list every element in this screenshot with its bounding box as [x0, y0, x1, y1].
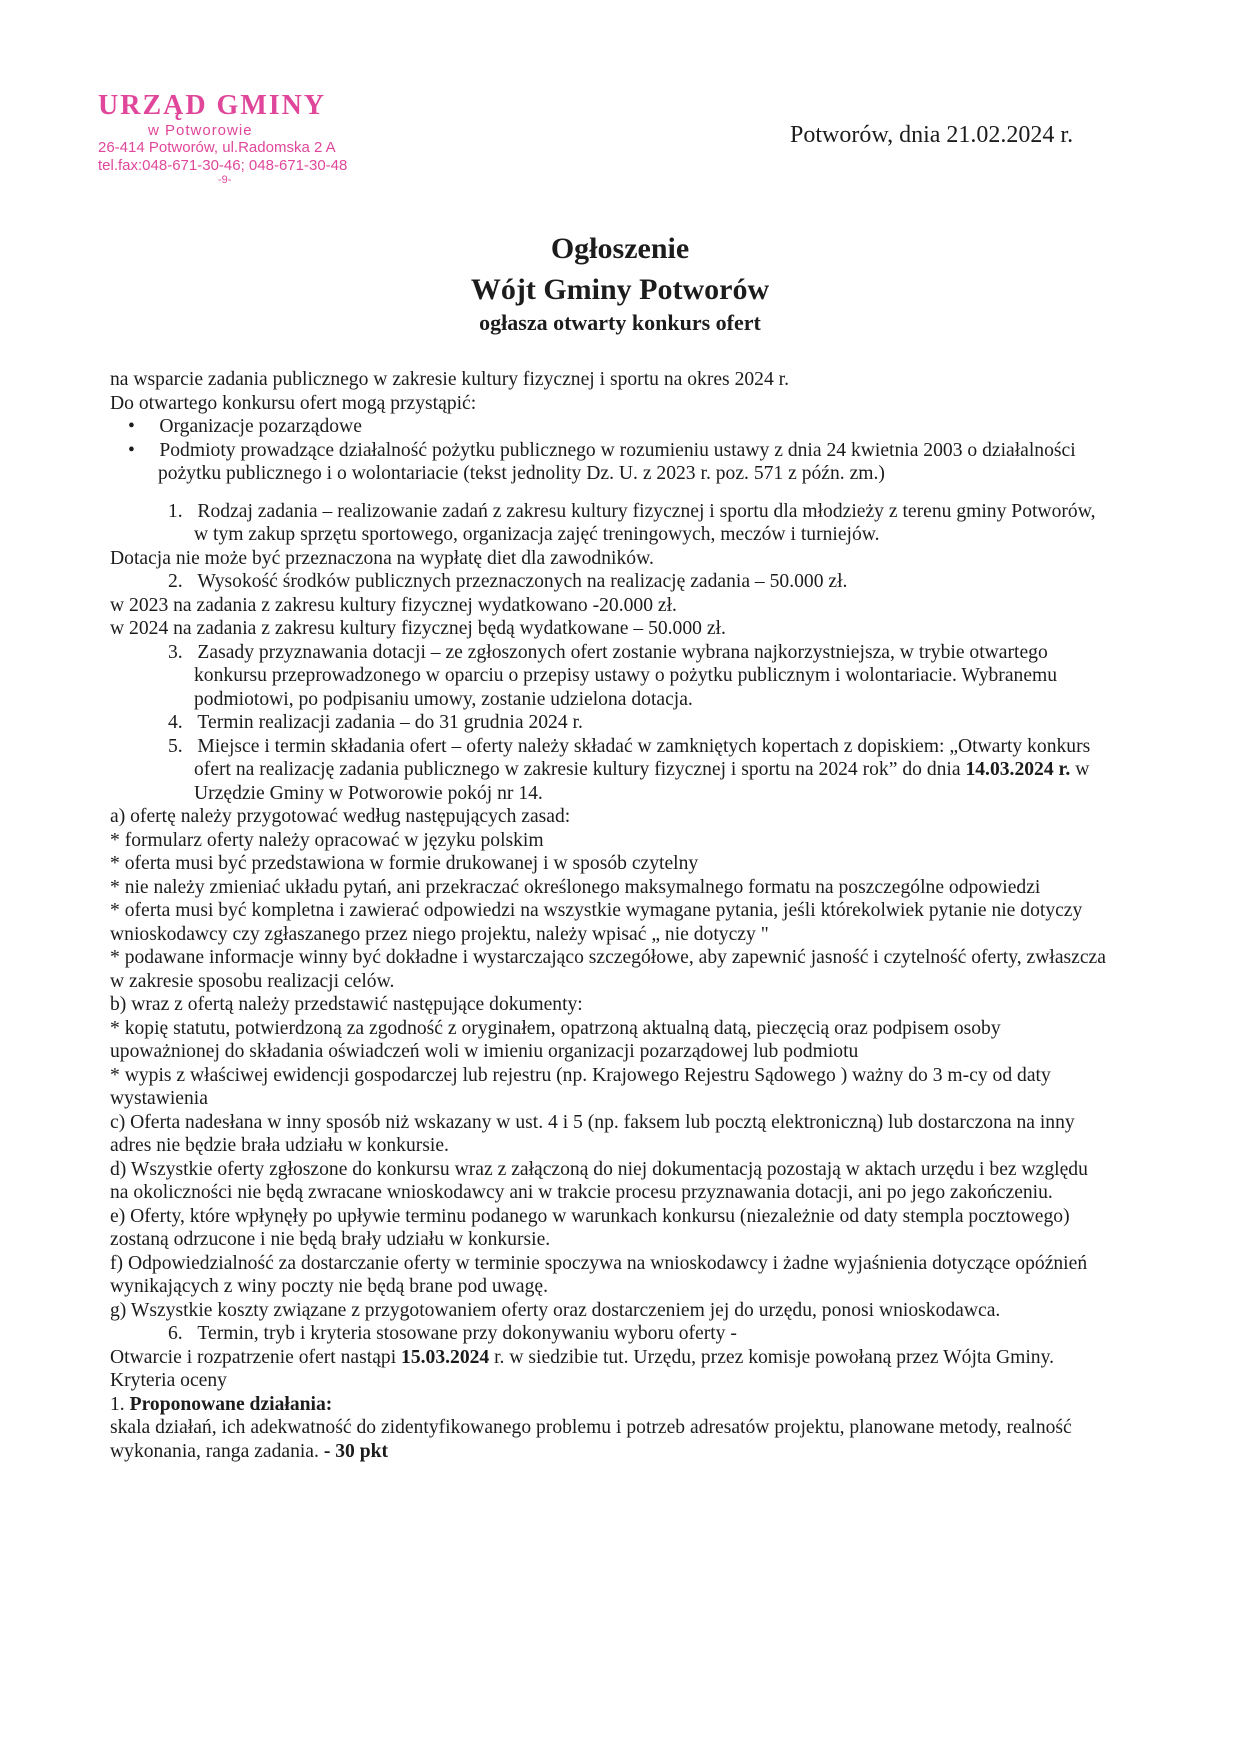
stamp-address: 26-414 Potworów, ul.Radomska 2 A: [98, 139, 336, 157]
section-6-marker: 6.: [168, 1323, 183, 1344]
rules-a-item: * oferta musi być przedstawiona w formie drukowanej i w sposób czytelny: [110, 853, 699, 874]
heading-issuer: Wójt Gminy Potworów: [470, 273, 770, 306]
eligibility-bullet-text: Podmioty prowadzące działalność pożytku publicznego w rozumieniu ustawy z dnia 24 kwietnia 2003 o działalności pożytku publicznego i o wolontariacie (tekst jednolity Dz. U. z 2023 r. poz. 571 z późn. zm.): [158, 439, 1076, 484]
rules-a-intro: a) ofertę należy przygotować według następujących zasad:: [110, 806, 571, 827]
office-stamp: [98, 90, 398, 187]
rules-a-item: * podawane informacje winny być dokładne i wystarczająco szczegółowe, aby zapewnić jasność i czytelność oferty, zwłaszcza w zakresie sposobu realizacji celów.: [110, 947, 1106, 992]
eligibility-bullet-text: Organizacje pozarządowe: [159, 416, 362, 437]
section-1: [110, 500, 1110, 547]
section-2-text: Wysokość środków publicznych przeznaczonych na realizację zadania – 50.000 zł.: [197, 571, 848, 592]
section-2: [110, 570, 1110, 594]
section-4: [110, 711, 1110, 735]
opening-info: [110, 1346, 1110, 1370]
opening-place: r. w siedzibie tut. Urzędu, przez komisje powołaną przez Wójta Gminy.: [489, 1346, 1054, 1368]
stamp-phone: tel.fax:048-671-30-46; 048-671-30-48: [98, 156, 348, 174]
section-5-marker: 5.: [168, 735, 183, 757]
stamp-title: URZĄD GMINY: [98, 90, 327, 121]
intro-line: na wsparcie zadania publicznego w zakresie kultury fizycznej i sportu na okres 2024 r.: [110, 369, 789, 390]
criteria-label: Kryteria oceny: [110, 1370, 227, 1391]
stamp-subtitle: w Potworowie: [148, 122, 253, 140]
funding-2023: w 2023 na zadania z zakresu kultury fizycznej wydatkowano -20.000 zł.: [110, 594, 677, 616]
eligibility-bullet: • Podmioty prowadzące działalność pożytku publicznego w rozumieniu ustawy z dnia 24 kwietnia 2003 o działalności pożytku publicznego i o wolontariacie (tekst jednolity Dz. U. z 2023 r. poz. 571 z późn. zm.): [128, 439, 1076, 484]
rules-a-item: * formularz oferty należy opracować w języku polskim: [110, 829, 544, 851]
section-5-text: Miejsce i termin składania ofert – oferty należy składać w zamkniętych kopertach z dopiskiem: „Otwarty konkurs ofert na realizację zadania publicznego w zakresie kultury fizycznej i sportu na 2024 rok” do dnia: [194, 735, 1091, 780]
criterion-1-description: [110, 1416, 1110, 1463]
opening-date: 15.03.2024: [401, 1346, 490, 1368]
document-date: Potworów, dnia 21.02.2024 r.: [790, 122, 1074, 148]
section-3-marker: 3.: [168, 641, 183, 663]
stamp-mark: -9-: [218, 173, 232, 186]
document-body: [110, 368, 1110, 1463]
rules-b-intro: b) wraz z ofertą należy przedstawić następujące dokumenty:: [110, 994, 583, 1015]
criterion-1-number: 1.: [110, 1393, 125, 1415]
submission-deadline: 14.03.2024 r.: [965, 759, 1071, 780]
intro-eligibility: Do otwartego konkursu ofert mogą przystąpić:: [110, 392, 477, 414]
rules-b-item: * wypis z właściwej ewidencji gospodarczej lub rejestru (np. Krajowego Rejestru Sądowego ) ważny do 3 m-cy od daty wystawienia: [110, 1064, 1051, 1109]
section-6: [110, 1322, 1110, 1346]
funding-2024: w 2024 na zadania z zakresu kultury fizycznej będą wydatkowane – 50.000 zł.: [110, 618, 726, 639]
rules-c: c) Oferta nadesłana w inny sposób niż wskazany w ust. 4 i 5 (np. faksem lub pocztą elektroniczną) lub dostarczona na inny adres nie będzie brała udziału w konkursie.: [110, 1111, 1075, 1156]
section-3-text: Zasady przyznawania dotacji – ze zgłoszonych ofert zostanie wybrana najkorzystniejsza, w trybie otwartego konkursu przeprowadzonego w oparciu o przepisy ustawy o pożytku publicznym i wolontariacie. Wybranemu podmiotowi, po podpisaniu umowy, zostanie udzielona dotacja.: [194, 641, 1058, 710]
section-1-note: Dotacja nie może być przeznaczona na wypłatę diet dla zawodników.: [110, 547, 654, 569]
eligibility-bullet: • Organizacje pozarządowe: [128, 416, 362, 437]
heading-subtitle: ogłasza otwarty konkurs ofert: [479, 310, 761, 335]
criterion-1-title: Proponowane działania:: [129, 1393, 333, 1415]
section-4-text: Termin realizacji zadania – do 31 grudnia 2024 r.: [197, 712, 583, 733]
rules-e: e) Oferty, które wpłynęły po upływie terminu podanego w warunkach konkursu (niezależnie od daty stempla pocztowego) zostaną odrzucone i nie będą brały udziału w konkursie.: [110, 1205, 1070, 1250]
rules-d: d) Wszystkie oferty zgłoszone do konkursu wraz z załączoną do niej dokumentacją pozostają w aktach urzędu i bez względu na okoliczności nie będą zwracane wnioskodawcy ani w trakcie procesu przyznawania dotacji, ani po jego zakończeniu.: [110, 1158, 1088, 1203]
section-1-text: Rodzaj zadania – realizowanie zadań z zakresu kultury fizycznej i sportu dla młodzieży z terenu gminy Potworów, w tym zakup sprzętu sportowego, organizacja zajęć treningowych, meczów i turniejów.: [194, 500, 1096, 545]
opening-text: Otwarcie i rozpatrzenie ofert nastąpi: [110, 1346, 402, 1368]
rules-f: f) Odpowiedzialność za dostarczanie oferty w terminie spoczywa na wnioskodawcy i żadne wyjaśnienia dotyczące opóźnień wynikających z winy poczty nie będą brane pod uwagę.: [110, 1252, 1088, 1297]
section-6-text: Termin, tryb i kryteria stosowane przy dokonywaniu wyboru oferty -: [197, 1323, 737, 1344]
section-3: [110, 641, 1110, 712]
section-2-marker: 2.: [168, 571, 183, 592]
rules-a-item: * oferta musi być kompletna i zawierać odpowiedzi na wszystkie wymagane pytania, jeśli którekolwiek pytanie nie dotyczy wnioskodawcy czy zgłaszanego przez niego projektu, należy wpisać „ nie dotyczy ": [110, 900, 1083, 945]
section-5-location: w Urzędzie Gminy w Potworowie pokój nr 14.: [194, 759, 1090, 804]
section-5: [110, 735, 1110, 806]
criterion-1-points: - 30 pkt: [323, 1440, 389, 1462]
criterion-1-text: skala działań, ich adekwatność do zidentyfikowanego problemu i potrzeb adresatów projektu, planowane metody, realność wykonania, ranga zadania.: [110, 1417, 1072, 1462]
rules-a-item: * nie należy zmieniać układu pytań, ani przekraczać określonego maksymalnego formatu na poszczególne odpowiedzi: [110, 876, 1041, 898]
rules-g: g) Wszystkie koszty związane z przygotowaniem oferty oraz dostarczeniem jej do urzędu, ponosi wnioskodawca.: [110, 1299, 1001, 1321]
criterion-1-heading: [110, 1393, 1110, 1417]
heading-announcement: Ogłoszenie: [550, 232, 690, 265]
section-1-marker: 1.: [168, 500, 183, 522]
rules-b-item: * kopię statutu, potwierdzoną za zgodność z oryginałem, opatrzoną aktualną datą, pieczęcią oraz podpisem osoby upoważnionej do składania oświadczeń woli w imieniu organizacji pozarządowej lub podmiotu: [110, 1017, 1001, 1062]
section-4-marker: 4.: [168, 712, 183, 733]
